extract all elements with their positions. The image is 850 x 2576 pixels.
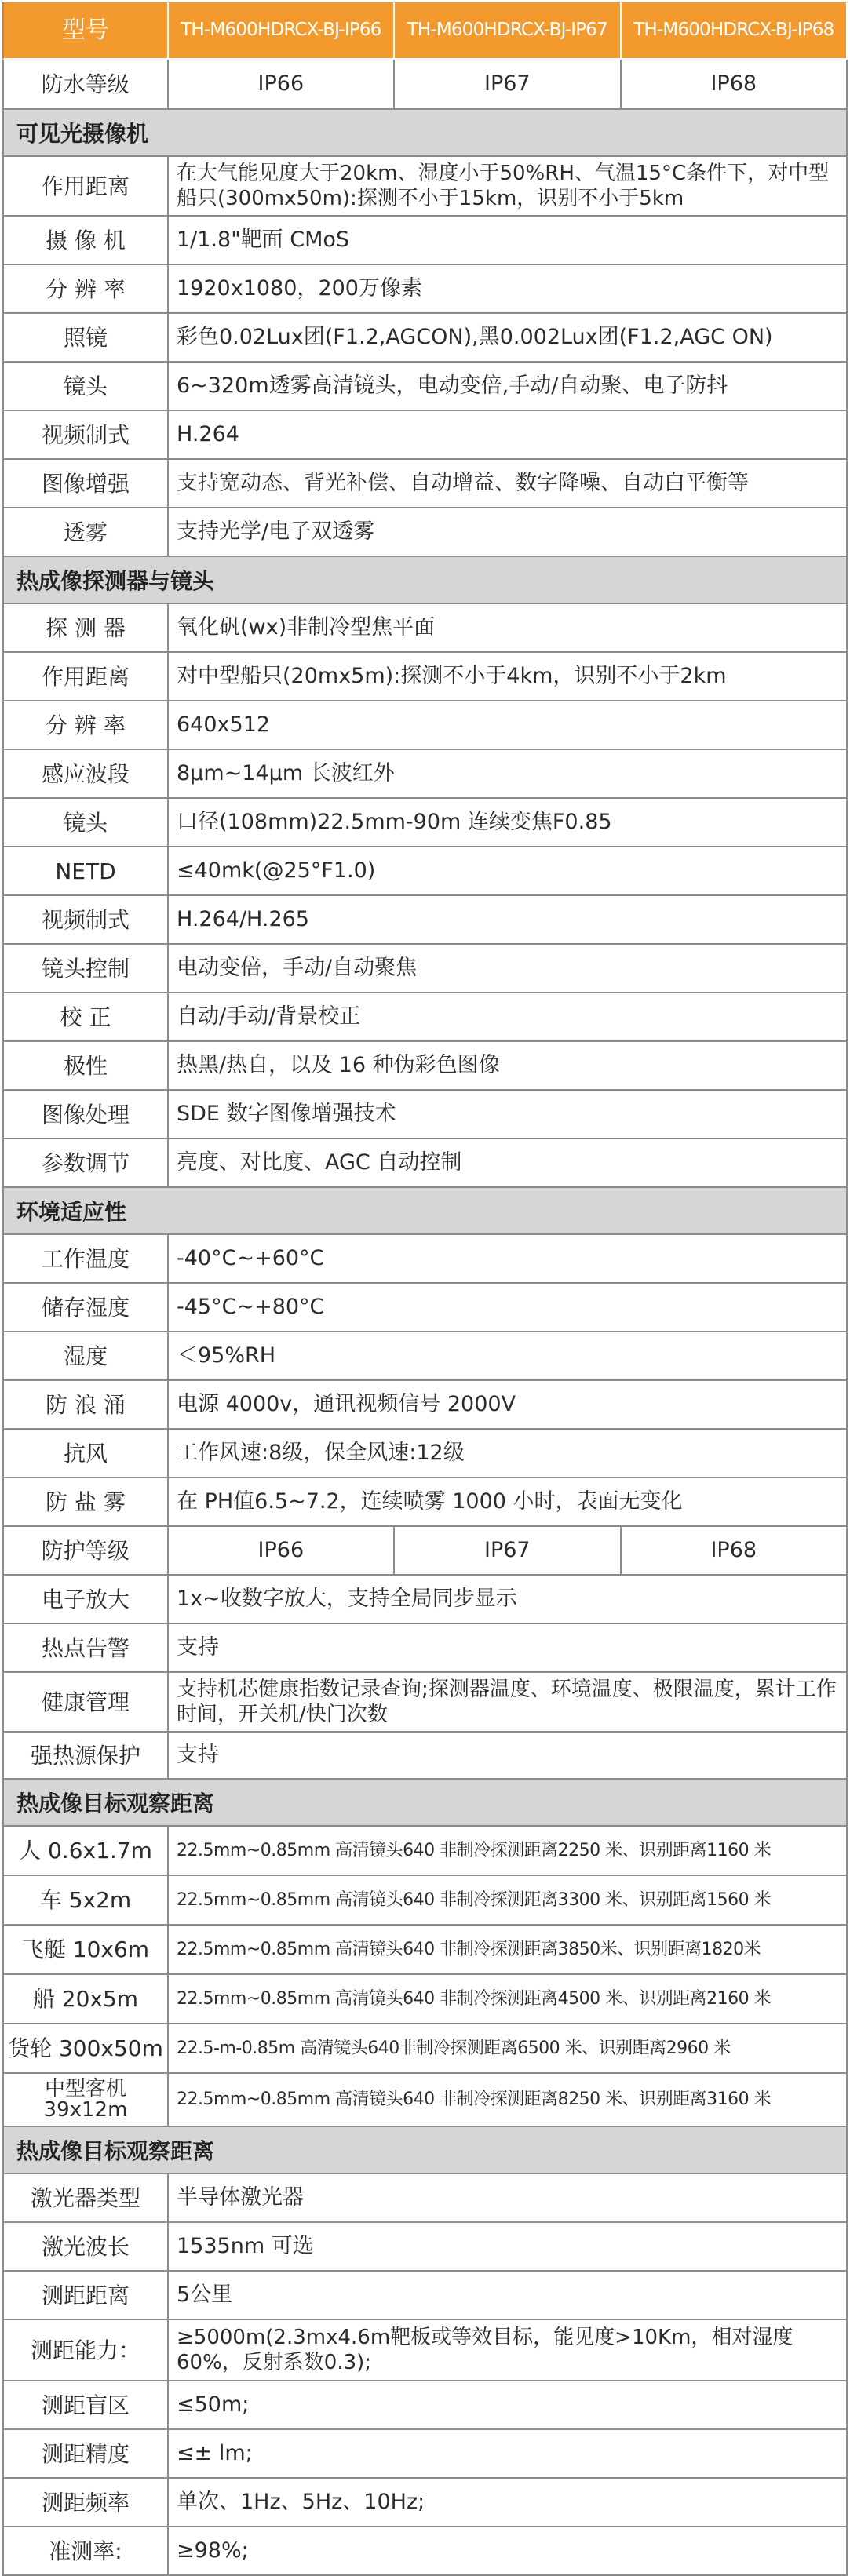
spec-label: 货轮 300x50m bbox=[4, 2024, 169, 2072]
spec-value: 电源 4000v，通讯视频信号 2000V bbox=[169, 1381, 848, 1428]
spec-label: 图像增强 bbox=[4, 460, 169, 507]
spec-value: -45°C~+80°C bbox=[169, 1284, 848, 1331]
spec-value: H.264/H.265 bbox=[169, 896, 848, 943]
spec-label: 镜头 bbox=[4, 799, 169, 846]
section-title: 热成像目标观察距离 bbox=[4, 1780, 848, 1825]
spec-row-ranging-distance bbox=[2, 2272, 848, 2320]
spec-value: 5公里 bbox=[169, 2272, 848, 2319]
section-title: 热成像探测器与镜头 bbox=[4, 557, 848, 603]
protection-grade-ip66: IP66 bbox=[169, 1527, 395, 1574]
spec-value: 22.5mm~0.85mm 高清镜头640 非制冷探测距离3300 米、识别距离1560 米 bbox=[169, 1876, 848, 1924]
spec-label: 防 盐 雾 bbox=[4, 1478, 169, 1525]
spec-label: 激光器类型 bbox=[4, 2174, 169, 2221]
spec-label: 透雾 bbox=[4, 508, 169, 556]
spec-row-wind-resistance bbox=[2, 1430, 848, 1478]
spec-label: 参数调节 bbox=[4, 1139, 169, 1186]
spec-value: SDE 数字图像增强技术 bbox=[169, 1091, 848, 1138]
spec-row-protection-grade bbox=[2, 1527, 848, 1576]
spec-label: NETD bbox=[4, 847, 169, 894]
waterproof-value-ip68: IP68 bbox=[622, 60, 848, 108]
waterproof-value-ip67: IP67 bbox=[395, 60, 621, 108]
spec-row-blind-zone bbox=[2, 2381, 848, 2430]
spec-row-polarity bbox=[2, 1042, 848, 1091]
spec-row-resolution bbox=[2, 701, 848, 750]
spec-value: 支持机芯健康指数记录查询;探测器温度、环境温度、极限温度，累计工作时间，开关机/快门次数 bbox=[169, 1673, 848, 1731]
spec-row-heat-source-protection bbox=[2, 1733, 848, 1780]
model-name-ip67: TH-M600HDRCX-BJ-IP67 bbox=[395, 2, 621, 58]
spec-value: 1535nm 可选 bbox=[169, 2223, 848, 2270]
spec-row-ranging-accuracy bbox=[2, 2430, 848, 2479]
spec-row-lens bbox=[2, 799, 848, 847]
spec-label: 作用距离 bbox=[4, 653, 169, 700]
spec-label: 视频制式 bbox=[4, 896, 169, 943]
waterproof-label: 防水等级 bbox=[4, 60, 169, 108]
spec-label: 船 20x5m bbox=[4, 1975, 169, 2023]
spec-value: -40°C~+60°C bbox=[169, 1235, 848, 1282]
spec-label: 防 浪 涌 bbox=[4, 1381, 169, 1428]
spec-row-video-format bbox=[2, 411, 848, 460]
spec-row-target-airship bbox=[2, 1926, 848, 1975]
spec-row-laser-wavelength bbox=[2, 2223, 848, 2272]
section-header-visible-camera bbox=[2, 110, 848, 157]
waterproof-value-ip66: IP66 bbox=[169, 60, 395, 108]
spec-label: 测距盲区 bbox=[4, 2381, 169, 2428]
section-header-environment bbox=[2, 1188, 848, 1235]
spec-value: 口径(108mm)22.5mm-90m 连续变焦F0.85 bbox=[169, 799, 848, 846]
spec-row-target-ship bbox=[2, 1975, 848, 2024]
spec-row-illumination bbox=[2, 314, 848, 363]
spec-label: 电子放大 bbox=[4, 1576, 169, 1623]
spec-label: 车 5x2m bbox=[4, 1876, 169, 1924]
spec-label: 测距能力： bbox=[4, 2320, 169, 2380]
spec-label: 视频制式 bbox=[4, 411, 169, 458]
spec-row-ranging-capability bbox=[2, 2320, 848, 2381]
spec-row-target-cargo-ship bbox=[2, 2024, 848, 2074]
spec-row-defog bbox=[2, 508, 848, 557]
waterproof-row bbox=[2, 60, 848, 110]
spec-row-camera bbox=[2, 217, 848, 265]
spec-label: 热点告警 bbox=[4, 1624, 169, 1671]
spec-label: 极性 bbox=[4, 1042, 169, 1089]
spec-value: ≤40mk(@25°F1.0) bbox=[169, 847, 848, 894]
spec-row-health-management bbox=[2, 1673, 848, 1733]
model-header-label: 型号 bbox=[4, 2, 169, 58]
spec-value: 1x~收数字放大，支持全局同步显示 bbox=[169, 1576, 848, 1623]
spec-value: 8μm~14μm 长波红外 bbox=[169, 750, 848, 797]
spec-value: H.264 bbox=[169, 411, 848, 458]
spec-row-hotspot-alarm bbox=[2, 1624, 848, 1673]
spec-label: 照镜 bbox=[4, 314, 169, 361]
spec-value: 自动/手动/背景校正 bbox=[169, 993, 848, 1040]
spec-label: 抗风 bbox=[4, 1430, 169, 1477]
section-title: 热成像目标观察距离 bbox=[4, 2127, 848, 2173]
spec-value: 支持 bbox=[169, 1733, 848, 1778]
model-header-row bbox=[2, 2, 848, 60]
spec-value: 彩色0.02Lux团(F1.2,AGCON),黑0.002Lux团(F1.2,AGC ON) bbox=[169, 314, 848, 361]
spec-label: 激光波长 bbox=[4, 2223, 169, 2270]
spec-value: ≤± lm; bbox=[169, 2430, 848, 2477]
spec-value: 22.5mm~0.85mm 高清镜头640 非制冷探测距离4500 米、识别距离2160 米 bbox=[169, 1975, 848, 2023]
spec-label: 图像处理 bbox=[4, 1091, 169, 1138]
spec-label: 测距距离 bbox=[4, 2272, 169, 2319]
spec-row-target-airliner bbox=[2, 2074, 848, 2127]
spec-value: 640x512 bbox=[169, 701, 848, 749]
spec-label: 测距精度 bbox=[4, 2430, 169, 2477]
spec-label: 飞艇 10x6m bbox=[4, 1926, 169, 1973]
spec-value: 22.5mm~0.85mm 高清镜头640 非制冷探测距离3850米、识别距离1820米 bbox=[169, 1926, 848, 1973]
section-title: 可见光摄像机 bbox=[4, 110, 848, 155]
spec-label: 储存湿度 bbox=[4, 1284, 169, 1331]
spec-row-storage-temperature bbox=[2, 1284, 848, 1332]
spec-value: 22.5mm~0.85mm 高清镜头640 非制冷探测距离8250 米、识别距离3160 米 bbox=[169, 2074, 848, 2126]
spec-row-calibration bbox=[2, 993, 848, 1042]
spec-row-humidity bbox=[2, 1332, 848, 1381]
spec-value: 6~320m透雾高清镜头，电动变倍,手动/自动聚、电子防抖 bbox=[169, 363, 848, 410]
spec-row-target-vehicle bbox=[2, 1876, 848, 1926]
spec-row-target-person bbox=[2, 1827, 848, 1876]
spec-value: 1920x1080，200万像素 bbox=[169, 265, 848, 312]
section-header-observation-distance bbox=[2, 1780, 848, 1827]
spec-label: 探 测 器 bbox=[4, 604, 169, 651]
spec-value: 22.5-m-0.85m 高清镜头640非制冷探测距离6500 米、识别距离2960 米 bbox=[169, 2024, 848, 2072]
spec-value: ≤50m; bbox=[169, 2381, 848, 2428]
spec-row-parameter-adjustment bbox=[2, 1139, 848, 1188]
spec-label: 分 辨 率 bbox=[4, 701, 169, 749]
spec-value: 在大气能见度大于20km、湿度小于50%RH、气温15°C条件下，对中型船只(300mx50m):探测不小于15km，识别不小于5km bbox=[169, 157, 848, 215]
spec-value: 电动变倍，手动/自动聚焦 bbox=[169, 945, 848, 992]
spec-row-accuracy-rate bbox=[2, 2527, 848, 2576]
spec-row-ranging-frequency bbox=[2, 2479, 848, 2527]
spec-value: 工作风速:8级，保全风速:12级 bbox=[169, 1430, 848, 1477]
section-header-laser-ranging bbox=[2, 2127, 848, 2174]
section-title: 环境适应性 bbox=[4, 1188, 848, 1233]
spec-row-netd bbox=[2, 847, 848, 896]
spec-value: 半导体激光器 bbox=[169, 2174, 848, 2221]
spec-label: 校 正 bbox=[4, 993, 169, 1040]
spec-value: 支持光学/电子双透雾 bbox=[169, 508, 848, 556]
spec-value: 对中型船只(20mx5m):探测不小于4km，识别不小于2km bbox=[169, 653, 848, 700]
spec-label: 中型客机 39x12m bbox=[4, 2074, 169, 2126]
spec-label: 感应波段 bbox=[4, 750, 169, 797]
spec-label: 准测率: bbox=[4, 2527, 169, 2574]
model-name-ip66: TH-M600HDRCX-BJ-IP66 bbox=[169, 2, 395, 58]
spec-value: 1/1.8"靶面 CMoS bbox=[169, 217, 848, 264]
spec-value: ≥98%; bbox=[169, 2527, 848, 2574]
spec-row-salt-fog bbox=[2, 1478, 848, 1527]
spec-label: 人 0.6x1.7m bbox=[4, 1827, 169, 1875]
spec-value: 22.5mm~0.85mm 高清镜头640 非制冷探测距离2250 米、识别距离1160 米 bbox=[169, 1827, 848, 1875]
spec-row-spectral-band bbox=[2, 750, 848, 799]
spec-value: 氧化矾(wx)非制冷型焦平面 bbox=[169, 604, 848, 651]
spec-value: 支持 bbox=[169, 1624, 848, 1671]
spec-row-operating-temperature bbox=[2, 1235, 848, 1284]
spec-value: 在 PH值6.5~7.2，连续喷雾 1000 小时，表面无变化 bbox=[169, 1478, 848, 1525]
spec-label: 镜头 bbox=[4, 363, 169, 410]
spec-label: 摄 像 机 bbox=[4, 217, 169, 264]
spec-row-image-processing bbox=[2, 1091, 848, 1139]
spec-row-digital-zoom bbox=[2, 1576, 848, 1624]
spec-value: 支持宽动态、背光补偿、自动增益、数字降噪、自动白平衡等 bbox=[169, 460, 848, 507]
spec-row-working-distance bbox=[2, 157, 848, 217]
protection-grade-ip67: IP67 bbox=[395, 1527, 621, 1574]
spec-row-lens-control bbox=[2, 945, 848, 993]
spec-row-surge-protection bbox=[2, 1381, 848, 1430]
spec-label: 湿度 bbox=[4, 1332, 169, 1379]
spec-label: 防护等级 bbox=[4, 1527, 169, 1574]
protection-grade-ip68: IP68 bbox=[622, 1527, 848, 1574]
spec-label: 测距频率 bbox=[4, 2479, 169, 2526]
spec-row-resolution bbox=[2, 265, 848, 314]
spec-value: ＜95%RH bbox=[169, 1332, 848, 1379]
spec-label: 健康管理 bbox=[4, 1673, 169, 1731]
section-header-thermal-detector bbox=[2, 557, 848, 604]
spec-label: 分 辨 率 bbox=[4, 265, 169, 312]
model-name-ip68: TH-M600HDRCX-BJ-IP68 bbox=[622, 2, 848, 58]
spec-row-lens bbox=[2, 363, 848, 411]
spec-table bbox=[2, 2, 848, 2576]
spec-row-detector bbox=[2, 604, 848, 653]
spec-label: 作用距离 bbox=[4, 157, 169, 215]
spec-label: 镜头控制 bbox=[4, 945, 169, 992]
spec-row-image-enhancement bbox=[2, 460, 848, 508]
spec-label: 工作温度 bbox=[4, 1235, 169, 1282]
spec-value: 亮度、对比度、AGC 自动控制 bbox=[169, 1139, 848, 1186]
spec-row-laser-type bbox=[2, 2174, 848, 2223]
spec-value: ≥5000m(2.3mx4.6m靶板或等效目标，能见度>10Km，相对湿度60%，反射系数0.3); bbox=[169, 2320, 848, 2380]
spec-label: 强热源保护 bbox=[4, 1733, 169, 1778]
spec-value: 热黑/热自，以及 16 种伪彩色图像 bbox=[169, 1042, 848, 1089]
spec-row-video-format bbox=[2, 896, 848, 945]
spec-row-working-distance bbox=[2, 653, 848, 701]
spec-value: 单次、1Hz、5Hz、10Hz; bbox=[169, 2479, 848, 2526]
